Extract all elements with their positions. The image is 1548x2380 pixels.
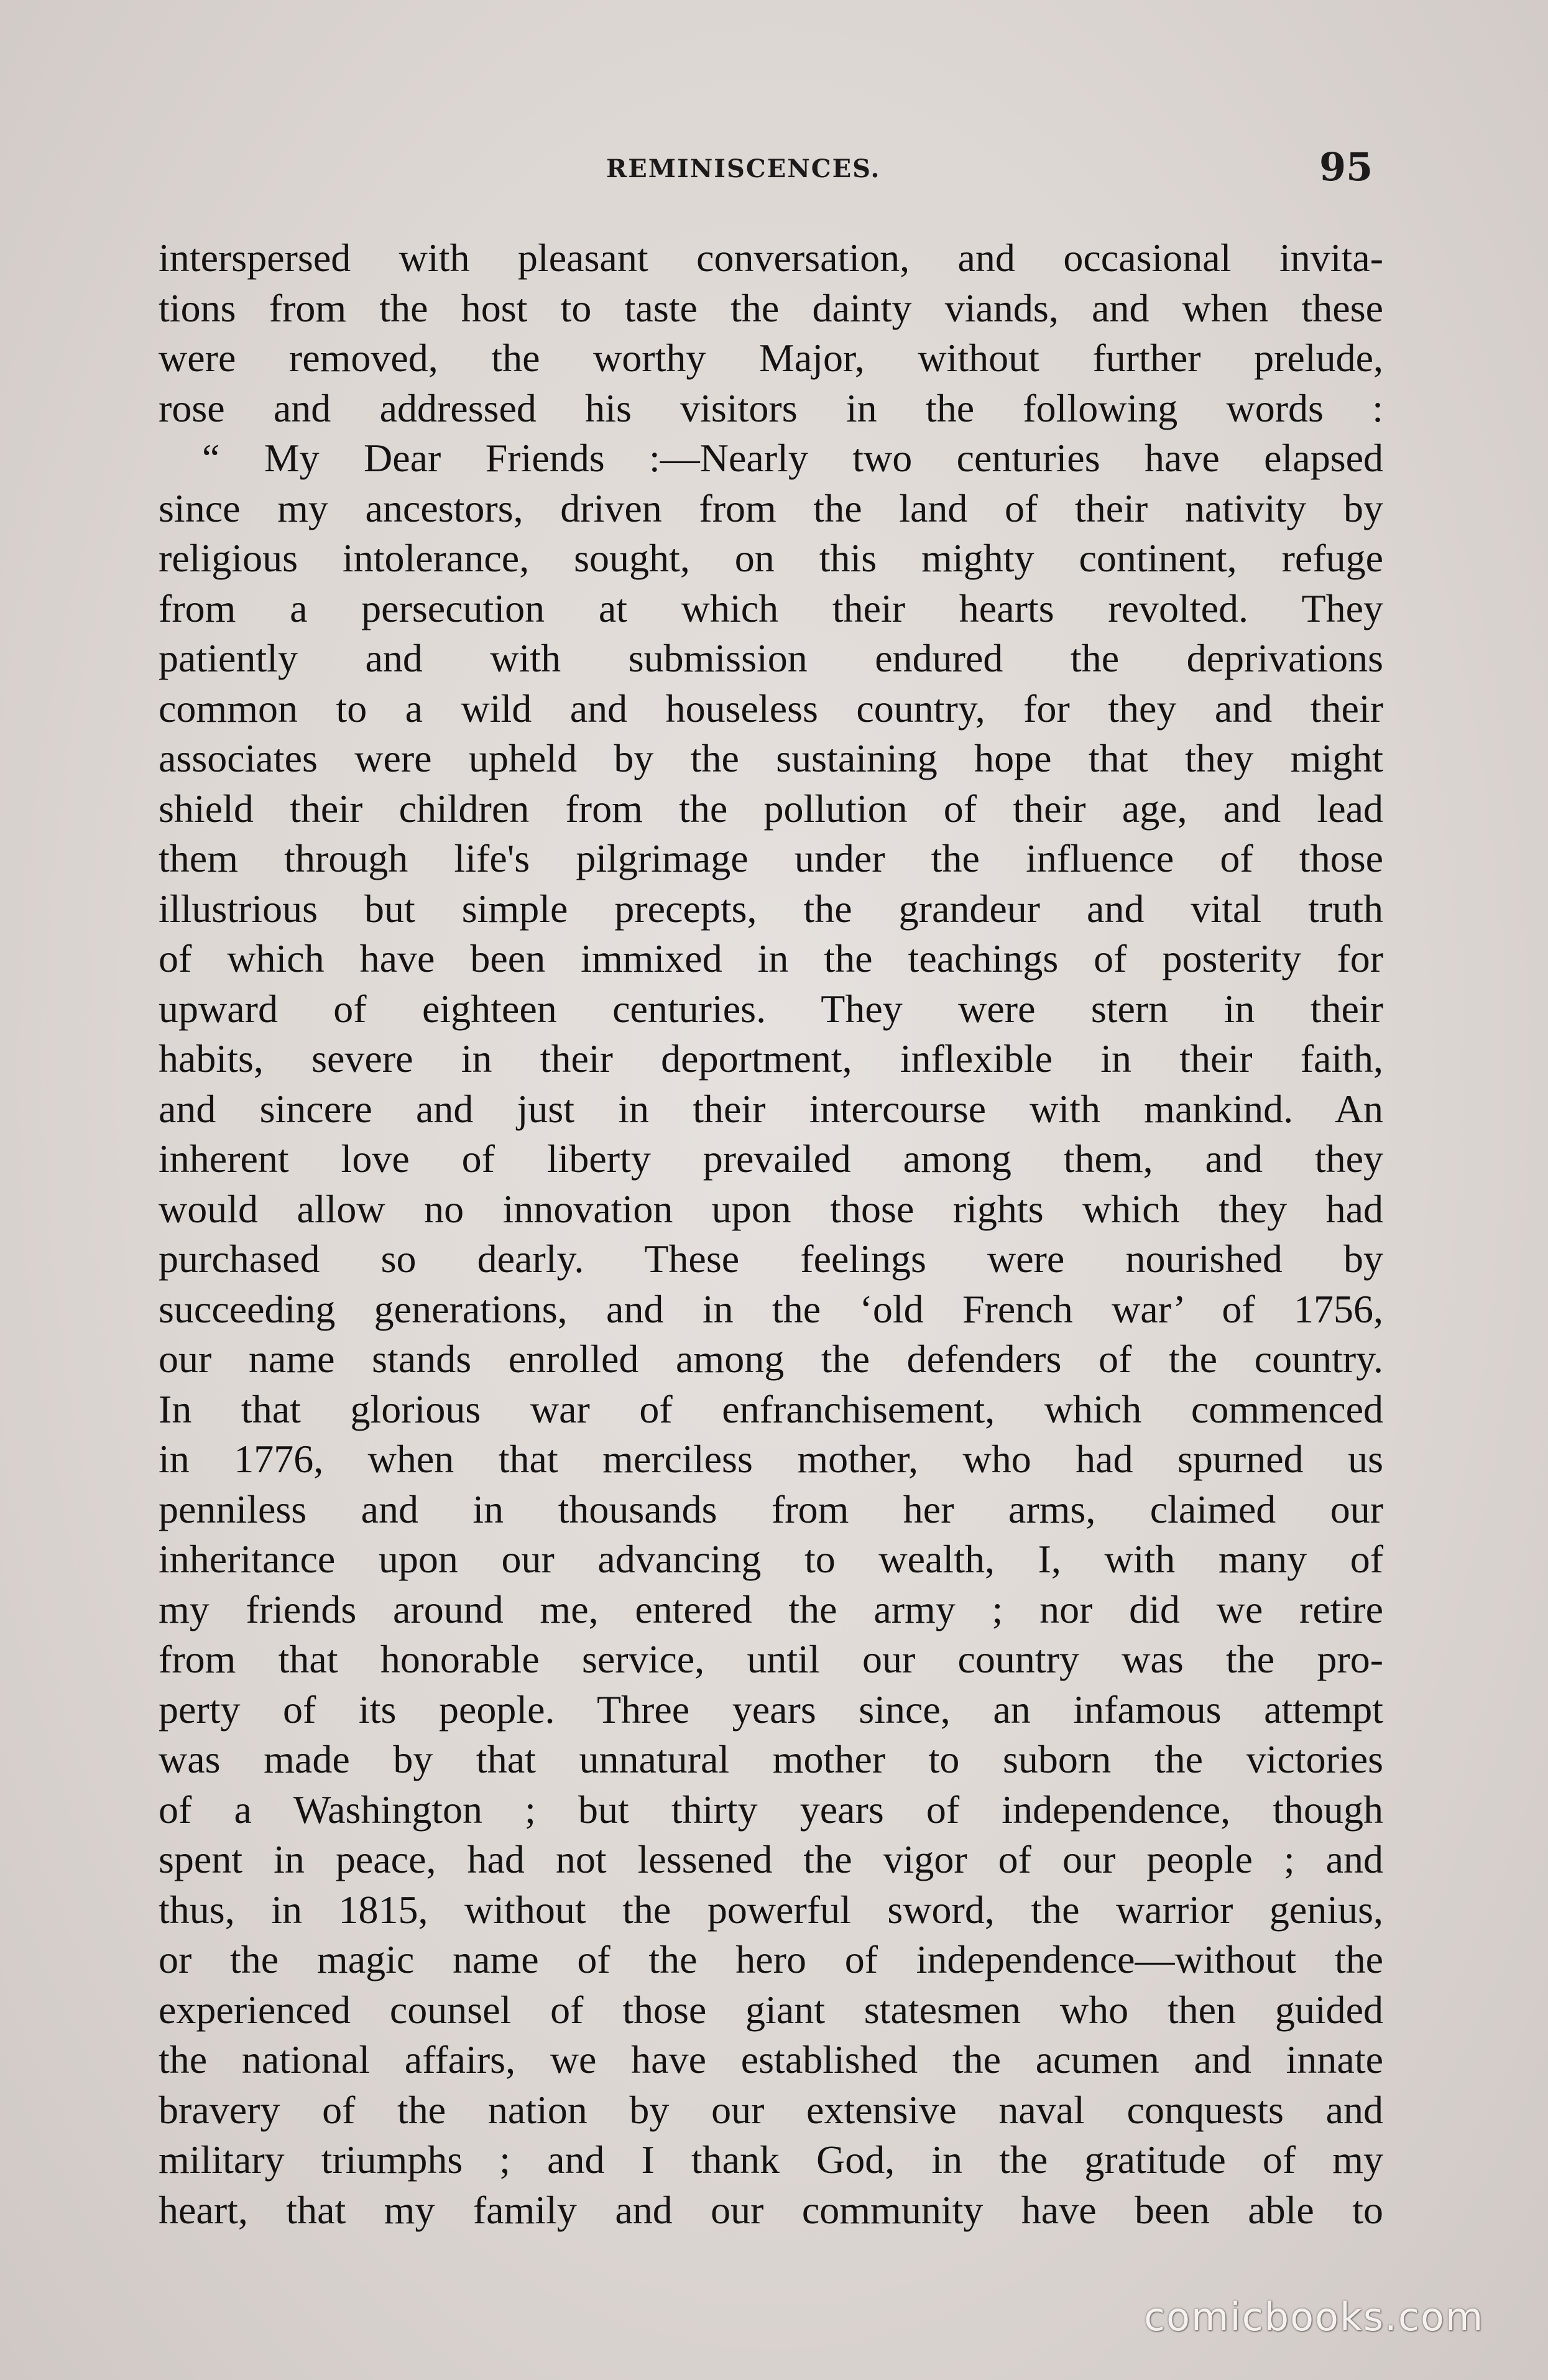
text-line: inheritance upon our advancing to wealth, I, with many of: [159, 1537, 1383, 1581]
text-line: were removed, the worthy Major, without further prelude,: [159, 336, 1383, 380]
text-line: of a Washington ; but thirty years of independence, though: [159, 1787, 1383, 1832]
text-line: from that honorable service, until our country was the pro-: [159, 1637, 1383, 1681]
text-line: succeeding generations, and in the ‘old French war’ of 1756,: [159, 1286, 1383, 1331]
text-line: my friends around me, entered the army ; nor did we retire: [159, 1587, 1383, 1631]
text-line: “ My Dear Friends :—Nearly two centuries have elapsed: [202, 436, 1383, 480]
text-line: penniless and in thousands from her arms, claimed our: [159, 1487, 1383, 1531]
text-line: them through life's pilgrimage under the influence of those: [159, 836, 1383, 880]
text-line: since my ancestors, driven from the land of their nativity by: [159, 486, 1383, 530]
text-line: rose and addressed his visitors in the following words :: [159, 385, 1383, 430]
text-line: purchased so dearly. These feelings were nourished by: [159, 1237, 1383, 1281]
text-line: perty of its people. Three years since, an infamous attempt: [159, 1687, 1383, 1732]
text-line: military triumphs ; and I thank God, in the gratitude of my: [159, 2138, 1383, 2182]
text-line: thus, in 1815, without the powerful sword, the warrior genius,: [159, 1887, 1383, 1932]
running-head: REMINISCENCES.: [606, 154, 881, 183]
watermark: comicbooks.com: [1144, 2294, 1485, 2340]
text-line: the national affairs, we have established the acumen and innate: [159, 2037, 1383, 2082]
text-line: interspersed with pleasant conversation, and occasional invita-: [159, 236, 1383, 280]
text-line: our name stands enrolled among the defenders of the country.: [159, 1337, 1383, 1381]
body-text: [159, 233, 1383, 2235]
text-line: from a persecution at which their hearts revolted. They: [159, 586, 1383, 630]
text-line: In that glorious war of enfranchisement, which commenced: [159, 1386, 1383, 1431]
text-line: upward of eighteen centuries. They were stern in their: [159, 986, 1383, 1031]
text-line: spent in peace, had not lessened the vigor of our people ; and: [159, 1837, 1383, 1881]
text-line: tions from the host to taste the dainty viands, and when these: [159, 285, 1383, 330]
page-header: [0, 144, 1548, 200]
text-line: habits, severe in their deportment, inflexible in their faith,: [159, 1036, 1383, 1081]
text-line: shield their children from the pollution of their age, and lead: [159, 786, 1383, 831]
text-line: heart, that my family and our community have been able to: [159, 2187, 1383, 2232]
text-line: religious intolerance, sought, on this mighty continent, refuge: [159, 536, 1383, 580]
text-line: was made by that unnatural mother to suborn the victories: [159, 1737, 1383, 1781]
text-line: common to a wild and houseless country, for they and their: [159, 686, 1383, 731]
text-line: patiently and with submission endured the deprivations: [159, 636, 1383, 680]
text-line: and sincere and just in their intercourse with mankind. An: [159, 1086, 1383, 1131]
text-line: bravery of the nation by our extensive naval conquests and: [159, 2087, 1383, 2132]
text-line: of which have been immixed in the teachings of posterity for: [159, 936, 1383, 980]
text-line: inherent love of liberty prevailed among them, and they: [159, 1137, 1383, 1181]
text-line: would allow no innovation upon those rights which they had: [159, 1186, 1383, 1231]
text-line: associates were upheld by the sustaining hope that they might: [159, 736, 1383, 780]
text-line: experienced counsel of those giant statesmen who then guided: [159, 1987, 1383, 2032]
text-line: illustrious but simple precepts, the grandeur and vital truth: [159, 886, 1383, 931]
page-number: 95: [1319, 144, 1373, 190]
text-line: or the magic name of the hero of independence—without the: [159, 1937, 1383, 1981]
text-line: in 1776, when that merciless mother, who had spurned us: [159, 1437, 1383, 1481]
